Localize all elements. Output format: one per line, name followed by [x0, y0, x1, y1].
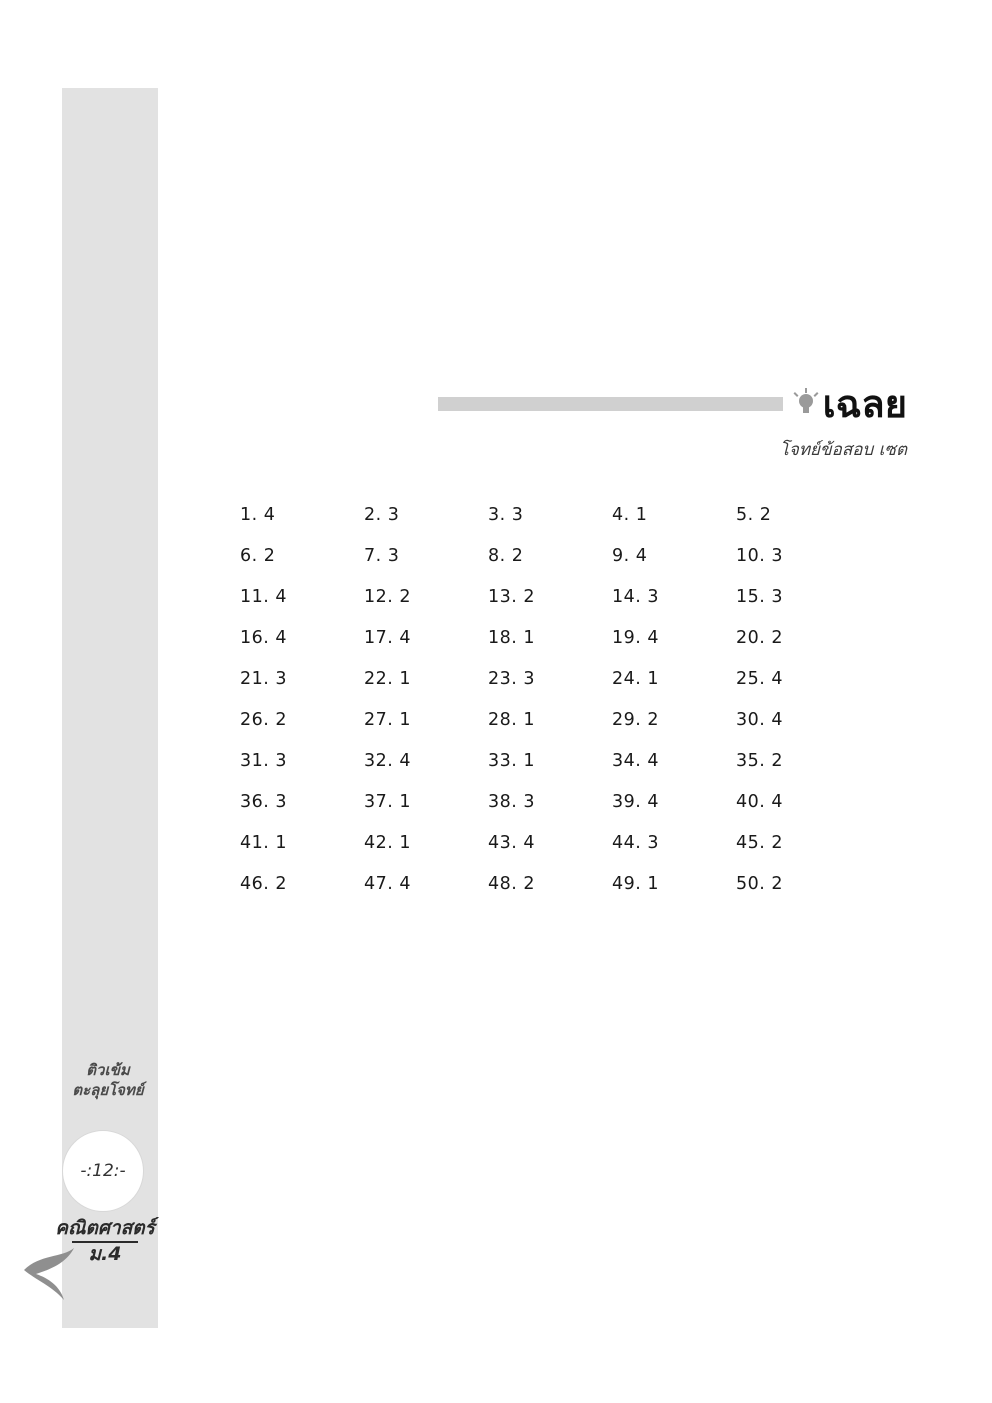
answer-number: 4.	[612, 505, 630, 525]
answer-number: 31.	[240, 751, 270, 771]
answer-number: 18.	[488, 628, 518, 648]
answer-item	[736, 792, 860, 812]
page-subtitle: โจทย์ข้อสอบ เซต	[779, 440, 907, 460]
answer-number: 46.	[240, 874, 270, 894]
answer-item	[612, 792, 736, 812]
answer-value: 3	[275, 792, 288, 812]
answer-value: 1	[523, 710, 536, 730]
answer-item	[364, 546, 488, 566]
answer-value: 1	[647, 669, 660, 689]
subject-brand-line2: ม.4	[72, 1241, 138, 1266]
answer-value: 3	[387, 505, 400, 525]
answer-number: 26.	[240, 710, 270, 730]
answer-item	[612, 710, 736, 730]
answer-item	[364, 505, 488, 525]
answer-item	[736, 874, 860, 894]
answer-value: 3	[523, 792, 536, 812]
answer-value: 1	[399, 792, 412, 812]
answer-item	[364, 710, 488, 730]
series-brand-line1: ติวเข้ม	[86, 1061, 130, 1079]
answer-value: 1	[399, 833, 412, 853]
answer-value: 4	[523, 833, 536, 853]
answer-number: 44.	[612, 833, 642, 853]
answer-value: 1	[523, 751, 536, 771]
answer-value: 4	[399, 628, 412, 648]
answer-item	[240, 833, 364, 853]
answer-item	[488, 792, 612, 812]
answer-item	[488, 628, 612, 648]
answer-number: 23.	[488, 669, 518, 689]
answer-item	[240, 587, 364, 607]
answer-value: 2	[771, 751, 784, 771]
page-number-badge: -:12:-	[62, 1130, 144, 1212]
answer-item	[488, 874, 612, 894]
answer-item	[488, 669, 612, 689]
answer-number: 7.	[364, 546, 382, 566]
subject-brand	[30, 1218, 180, 1266]
answer-item	[240, 874, 364, 894]
answer-item	[364, 669, 488, 689]
lightbulb-icon	[795, 390, 817, 418]
answer-item	[612, 669, 736, 689]
answer-value: 1	[523, 628, 536, 648]
answer-value: 4	[399, 874, 412, 894]
answer-value: 3	[275, 751, 288, 771]
answer-item	[488, 710, 612, 730]
answer-item	[612, 751, 736, 771]
answer-number: 36.	[240, 792, 270, 812]
answer-item	[364, 628, 488, 648]
answer-number: 19.	[612, 628, 642, 648]
answer-number: 12.	[364, 587, 394, 607]
answer-number: 11.	[240, 587, 270, 607]
answer-item	[488, 505, 612, 525]
answer-item	[612, 874, 736, 894]
answer-number: 13.	[488, 587, 518, 607]
page-title: เฉลย	[822, 382, 907, 426]
answer-value: 3	[647, 587, 660, 607]
answer-item	[240, 505, 364, 525]
answer-value: 4	[771, 669, 784, 689]
answer-value: 4	[647, 628, 660, 648]
answer-value: 2	[275, 710, 288, 730]
answer-number: 38.	[488, 792, 518, 812]
answer-value: 2	[647, 710, 660, 730]
subject-brand-line1: คณิตศาสตร์	[55, 1217, 155, 1239]
answer-value: 2	[511, 546, 524, 566]
answer-value: 2	[523, 874, 536, 894]
answer-number: 42.	[364, 833, 394, 853]
answer-item	[240, 710, 364, 730]
answer-value: 3	[511, 505, 524, 525]
answer-item	[736, 546, 860, 566]
answer-item	[240, 669, 364, 689]
answer-value: 4	[647, 792, 660, 812]
answer-value: 4	[635, 546, 648, 566]
answer-value: 3	[647, 833, 660, 853]
answer-value: 3	[275, 669, 288, 689]
answer-key-header	[438, 382, 907, 426]
answer-item	[736, 628, 860, 648]
answer-item	[736, 710, 860, 730]
answer-number: 21.	[240, 669, 270, 689]
answer-value: 3	[771, 546, 784, 566]
answer-number: 45.	[736, 833, 766, 853]
answer-item	[240, 751, 364, 771]
answer-item	[364, 874, 488, 894]
answer-number: 2.	[364, 505, 382, 525]
answer-item	[488, 587, 612, 607]
answer-number: 34.	[612, 751, 642, 771]
answer-item	[736, 751, 860, 771]
answer-number: 29.	[612, 710, 642, 730]
answer-number: 24.	[612, 669, 642, 689]
answer-item	[240, 792, 364, 812]
answer-item	[488, 546, 612, 566]
answer-number: 15.	[736, 587, 766, 607]
answer-number: 47.	[364, 874, 394, 894]
answer-value: 3	[523, 669, 536, 689]
answer-number: 49.	[612, 874, 642, 894]
answer-value: 2	[523, 587, 536, 607]
answer-value: 2	[759, 505, 772, 525]
answer-number: 9.	[612, 546, 630, 566]
answer-value: 2	[771, 833, 784, 853]
answer-item	[736, 505, 860, 525]
answer-value: 4	[275, 628, 288, 648]
answer-item	[488, 751, 612, 771]
answer-value: 3	[387, 546, 400, 566]
answer-item	[240, 628, 364, 648]
answer-item	[612, 833, 736, 853]
answer-item	[240, 546, 364, 566]
answer-value: 2	[771, 874, 784, 894]
answer-item	[364, 833, 488, 853]
answer-value: 4	[647, 751, 660, 771]
answer-item	[612, 505, 736, 525]
answer-value: 1	[275, 833, 288, 853]
answer-item	[364, 751, 488, 771]
answer-number: 17.	[364, 628, 394, 648]
series-brand	[48, 1060, 168, 1101]
answer-number: 50.	[736, 874, 766, 894]
answer-value: 2	[275, 874, 288, 894]
answer-item	[612, 546, 736, 566]
answer-item	[612, 628, 736, 648]
header-gray-bar	[438, 397, 783, 411]
answer-value: 4	[275, 587, 288, 607]
answer-number: 28.	[488, 710, 518, 730]
series-brand-line2: ตะลุยโจทย์	[72, 1081, 144, 1100]
answer-value: 1	[399, 669, 412, 689]
answer-number: 25.	[736, 669, 766, 689]
answer-value: 4	[771, 792, 784, 812]
answer-item	[488, 833, 612, 853]
answer-number: 27.	[364, 710, 394, 730]
answer-value: 1	[647, 874, 660, 894]
answer-number: 32.	[364, 751, 394, 771]
answer-value: 2	[771, 628, 784, 648]
answer-value: 1	[399, 710, 412, 730]
answer-number: 3.	[488, 505, 506, 525]
answer-value: 4	[771, 710, 784, 730]
answer-number: 5.	[736, 505, 754, 525]
answer-value: 1	[635, 505, 648, 525]
answer-number: 30.	[736, 710, 766, 730]
answer-number: 10.	[736, 546, 766, 566]
answer-number: 20.	[736, 628, 766, 648]
answer-number: 6.	[240, 546, 258, 566]
answer-number: 35.	[736, 751, 766, 771]
answer-number: 1.	[240, 505, 258, 525]
answer-value: 4	[399, 751, 412, 771]
answer-number: 33.	[488, 751, 518, 771]
answer-number: 16.	[240, 628, 270, 648]
answer-value: 2	[399, 587, 412, 607]
answer-number: 43.	[488, 833, 518, 853]
answer-item	[364, 587, 488, 607]
answer-number: 8.	[488, 546, 506, 566]
answer-number: 48.	[488, 874, 518, 894]
answer-grid	[240, 505, 860, 894]
answer-number: 14.	[612, 587, 642, 607]
answer-item	[736, 587, 860, 607]
answer-item	[736, 833, 860, 853]
answer-number: 40.	[736, 792, 766, 812]
answer-item	[364, 792, 488, 812]
answer-value: 4	[263, 505, 276, 525]
answer-item	[612, 587, 736, 607]
answer-item	[736, 669, 860, 689]
answer-value: 3	[771, 587, 784, 607]
answer-number: 22.	[364, 669, 394, 689]
answer-value: 2	[263, 546, 276, 566]
answer-number: 41.	[240, 833, 270, 853]
answer-number: 37.	[364, 792, 394, 812]
answer-number: 39.	[612, 792, 642, 812]
